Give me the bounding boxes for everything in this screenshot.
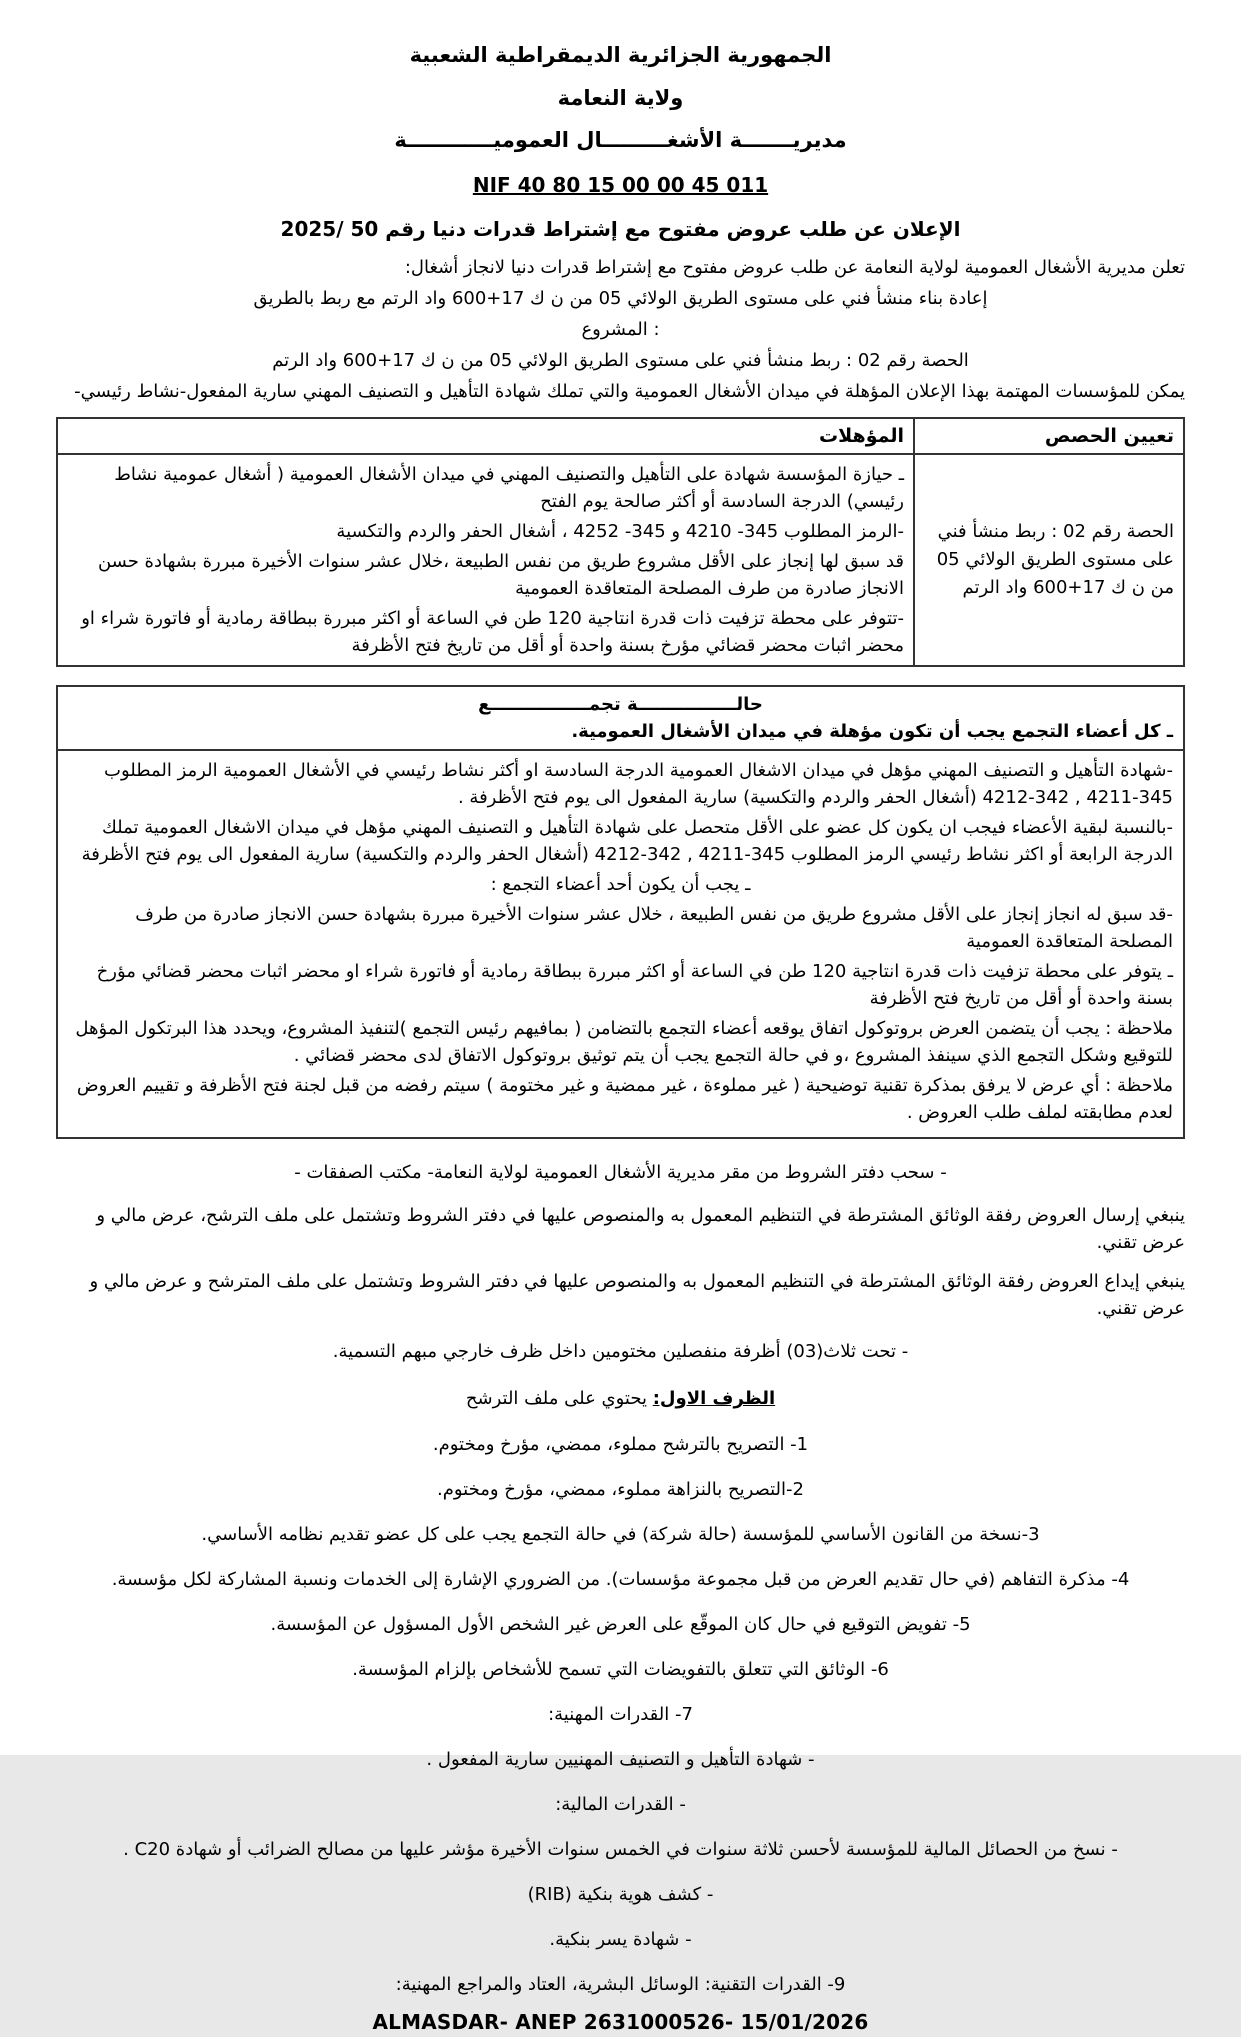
envelope1-line [56,1385,1185,1412]
eligibility-line: يمكن للمؤسسات المهتمة بهذا الإعلان المؤهلة في ميدان الأشغال العمومية والتي تملك شهادة التأهيل و التصنيف المهني سارية المفعول-نشاط رئيسي- [74,380,1185,402]
checklist-item: - القدرات المالية: [555,1794,686,1815]
group-item: ملاحظة : أي عرض لا يرفق بمذكرة تقنية توضيحية ( غير مملوءة ، غير ممضية و غير مختومة ) سيتم رفضه من قبل لجنة فتح الأظرفة و تقييم العروض لعدم مطابقته لملف طلب العروض . [76,1075,1173,1123]
lot-designation-cell: الحصة رقم 02 : ربط منشأ فني على مستوى الطريق الولائي 05 من ن ك 17+600 واد الرتم [914,454,1184,666]
anep-reference-line: ALMASDAR- ANEP 2631000526- 15/01/2026 [372,2010,869,2034]
checklist-item: - شهادة التأهيل و التصنيف المهنيين سارية المفعول . [426,1749,815,1770]
group-item: -قد سبق له انجاز إنجاز على الأقل مشروع طريق من نفس الطبيعة ، خلال عشر سنوات الأخيرة مبررة بشهادة حسن الانجاز صادرة من طرف المصلحة المتعاقدة العمومية [135,904,1173,952]
group-item: ملاحظة : يجب أن يتضمن العرض بروتوكول اتفاق يوقعه أعضاء التجمع بالتضامن ( بمافيهم رئيس التجمع )لتنفيذ المشروع، ويحدد هذا البرتكول المؤهل للتوقيع وشكل التجمع الذي سينفذ المشروع ،و في حالة التجمع يجب أن يتم توثيق بروتوكول الاتفاق لدى محضر قضائي . [75,1018,1173,1066]
checklist-item: 4- مذكرة التفاهم (في حال تقديم العرض من قبل مجموعة مؤسسات). من الضروري الإشارة إلى الخدمات ونسبة المشاركة لكل مؤسسة. [111,1569,1130,1590]
checklist-item: 6- الوثائق التي تتعلق بالتفويضات التي تسمح للأشخاص بإلزام المؤسسة. [352,1659,889,1680]
project-label: : المشروع [581,318,660,340]
checklist-item: 3-نسخة من القانون الأساسي للمؤسسة (حالة شركة) في حالة التجمع يجب على كل عضو تقديم نظامه الأساسي. [201,1524,1040,1545]
qualifications-header-cell: المؤهلات [57,418,914,455]
qualification-item: -تتوفر على محطة تزفيت ذات قدرة انتاجية 120 طن في الساعة أو اكثر مبررة ببطاقة رمادية أو فاتورة شراء او محضر اثبات محضر قضائي مؤرخ بسنة واحدة أو أقل من تاريخ فتح الأظرفة [81,608,904,656]
directorate-line: مديريـــــــة الأشغـــــــــال العموميــــــــــــة [394,128,847,152]
nif-line: NIF 40 80 15 00 00 45 011 [472,172,769,197]
lot-description-line: الحصة رقم 02 : ربط منشأ فني على مستوى الطريق الولائي 05 من ن ك 17+600 واد الرتم [272,349,969,371]
project-name-line: إعادة بناء منشأ فني على مستوى الطريق الولائي 05 من ن ك 17+600 واد الرتم مع ربط بالطريق [253,287,988,309]
checklist-item: 1- التصريح بالترشح مملوء، ممضي، مؤرخ ومختوم. [432,1434,809,1455]
envelope1-text: يحتوي على ملف الترشح [465,1388,653,1409]
lots-table-body-row [57,454,1184,666]
deposit-offers-line: ينبغي إيداع العروض رفقة الوثائق المشترطة في التنظيم المعمول به والمنصوص عليها في دفتر الشروط وتشتمل على ملف المترشح و عرض مالي و عرض تقني. [89,1271,1185,1319]
qualification-item: -الرمز المطلوب 345- 4210 و 345- 4252 ، أشغال الحفر والردم والتكسية [336,521,904,542]
group-box-divider [58,749,1183,751]
notice-title: الإعلان عن طلب عروض مفتوح مع إشتراط قدرات دنيا رقم 50 /2025 [280,216,961,241]
qualification-item: ـ حيازة المؤسسة شهادة على التأهيل والتصنيف المهني في ميدان الأشغال العمومية ( أشغال عمومية نشاط رئيسي) الدرجة السادسة أو أكثر صالحة يوم الفتح [114,464,904,512]
checklist-item: 9- القدرات التقنية: الوسائل البشرية، العتاد والمراجع المهنية: [395,1974,846,1995]
group-item: -بالنسبة لبقية الأعضاء فيجب ان يكون كل عضو على الأقل متحصل على شهادة التأهيل و التصنيف المهني مؤهل في ميدان الاشغال العمومية تملك الدرجة الرابعة أو اكثر نشاط رئيسي الرمز المطلوب 345-4211 , 342-4212 (أشغال الحفر والردم والتكسية) سارية المفعول الى يوم فتح الأظرفة [81,817,1173,865]
group-conditions-box [56,685,1185,1139]
announcement-line: تعلن مديرية الأشغال العمومية لولاية النعامة عن طلب عروض مفتوح مع إشتراط قدرات دنيا لانجاز أشغال: [404,256,1185,278]
checklist-item: - شهادة يسر بنكية. [549,1929,692,1950]
group-heading: حالــــــــــــــــة تجمــــــــــــــــع [478,694,763,715]
republic-line: الجمهورية الجزائرية الديمقراطية الشعبية [409,43,832,67]
wilaya-line: ولاية النعامة [557,85,684,110]
send-offers-line: ينبغي إرسال العروض رفقة الوثائق المشترطة في التنظيم المعمول به والمنصوص عليها في دفتر الشروط وتشتمل على ملف الترشح، عرض مالي و عرض تقني. [96,1205,1185,1253]
withdraw-specs-line: - سحب دفتر الشروط من مقر مديرية الأشغال العمومية لولاية النعامة- مكتب الصفقات - [294,1162,947,1183]
lots-table [56,417,1185,668]
qualification-item: قد سبق لها إنجاز على الأقل مشروع طريق من نفس الطبيعة ،خلال عشر سنوات الأخيرة مبررة بشهادة حسن الانجاز صادرة من طرف المصلحة المتعاقدة العمومية [97,551,904,599]
lots-table-header-row [57,418,1184,455]
checklist-item: - كشف هوية بنكية (RIB) [527,1884,714,1905]
envelope1-label: الظرف الاول: [652,1388,776,1409]
checklist-item: 7- القدرات المهنية: [548,1704,693,1725]
checklist-item: - نسخ من الحصائل المالية للمؤسسة لأحسن ثلاثة سنوات في الخمس سنوات الأخيرة مؤشر عليها من مصالح الضرائب أو شهادة C20 . [123,1839,1118,1860]
qualifications-cell [57,454,914,666]
group-item: ـ يجب أن يكون أحد أعضاء التجمع : [490,874,751,895]
checklist-item: 2-التصريح بالنزاهة مملوء، ممضي، مؤرخ ومختوم. [437,1479,804,1500]
envelopes-line: - تحت ثلاث(03) أظرفة منفصلين مختومين داخل ظرف خارجي مبهم التسمية. [332,1341,909,1362]
checklist-item: 5- تفويض التوقيع في حال كان الموقّع على العرض غير الشخص الأول المسؤول عن المؤسسة. [270,1614,971,1635]
lots-header-cell: تعيين الحصص [914,418,1184,455]
group-subheading: ـ كل أعضاء التجمع يجب أن تكون مؤهلة في ميدان الأشغال العمومية. [571,721,1173,742]
group-item: ـ يتوفر على محطة تزفيت ذات قدرة انتاجية 120 طن في الساعة أو اكثر مبررة ببطاقة رمادية أو فاتورة شراء او محضر اثبات محضر قضائي مؤرخ بسنة واحدة أو أقل من تاريخ فتح الأظرفة [96,961,1173,1009]
group-item: -شهادة التأهيل و التصنيف المهني مؤهل في ميدان الاشغال العمومية الدرجة السادسة او أكثر نشاط رئيسي في الأشغال العمومية الرمز المطلوب 345-4211 , 342-4212 (أشغال الحفر والردم والتكسية) سارية المفعول الى يوم فتح الأظرفة . [104,760,1173,808]
